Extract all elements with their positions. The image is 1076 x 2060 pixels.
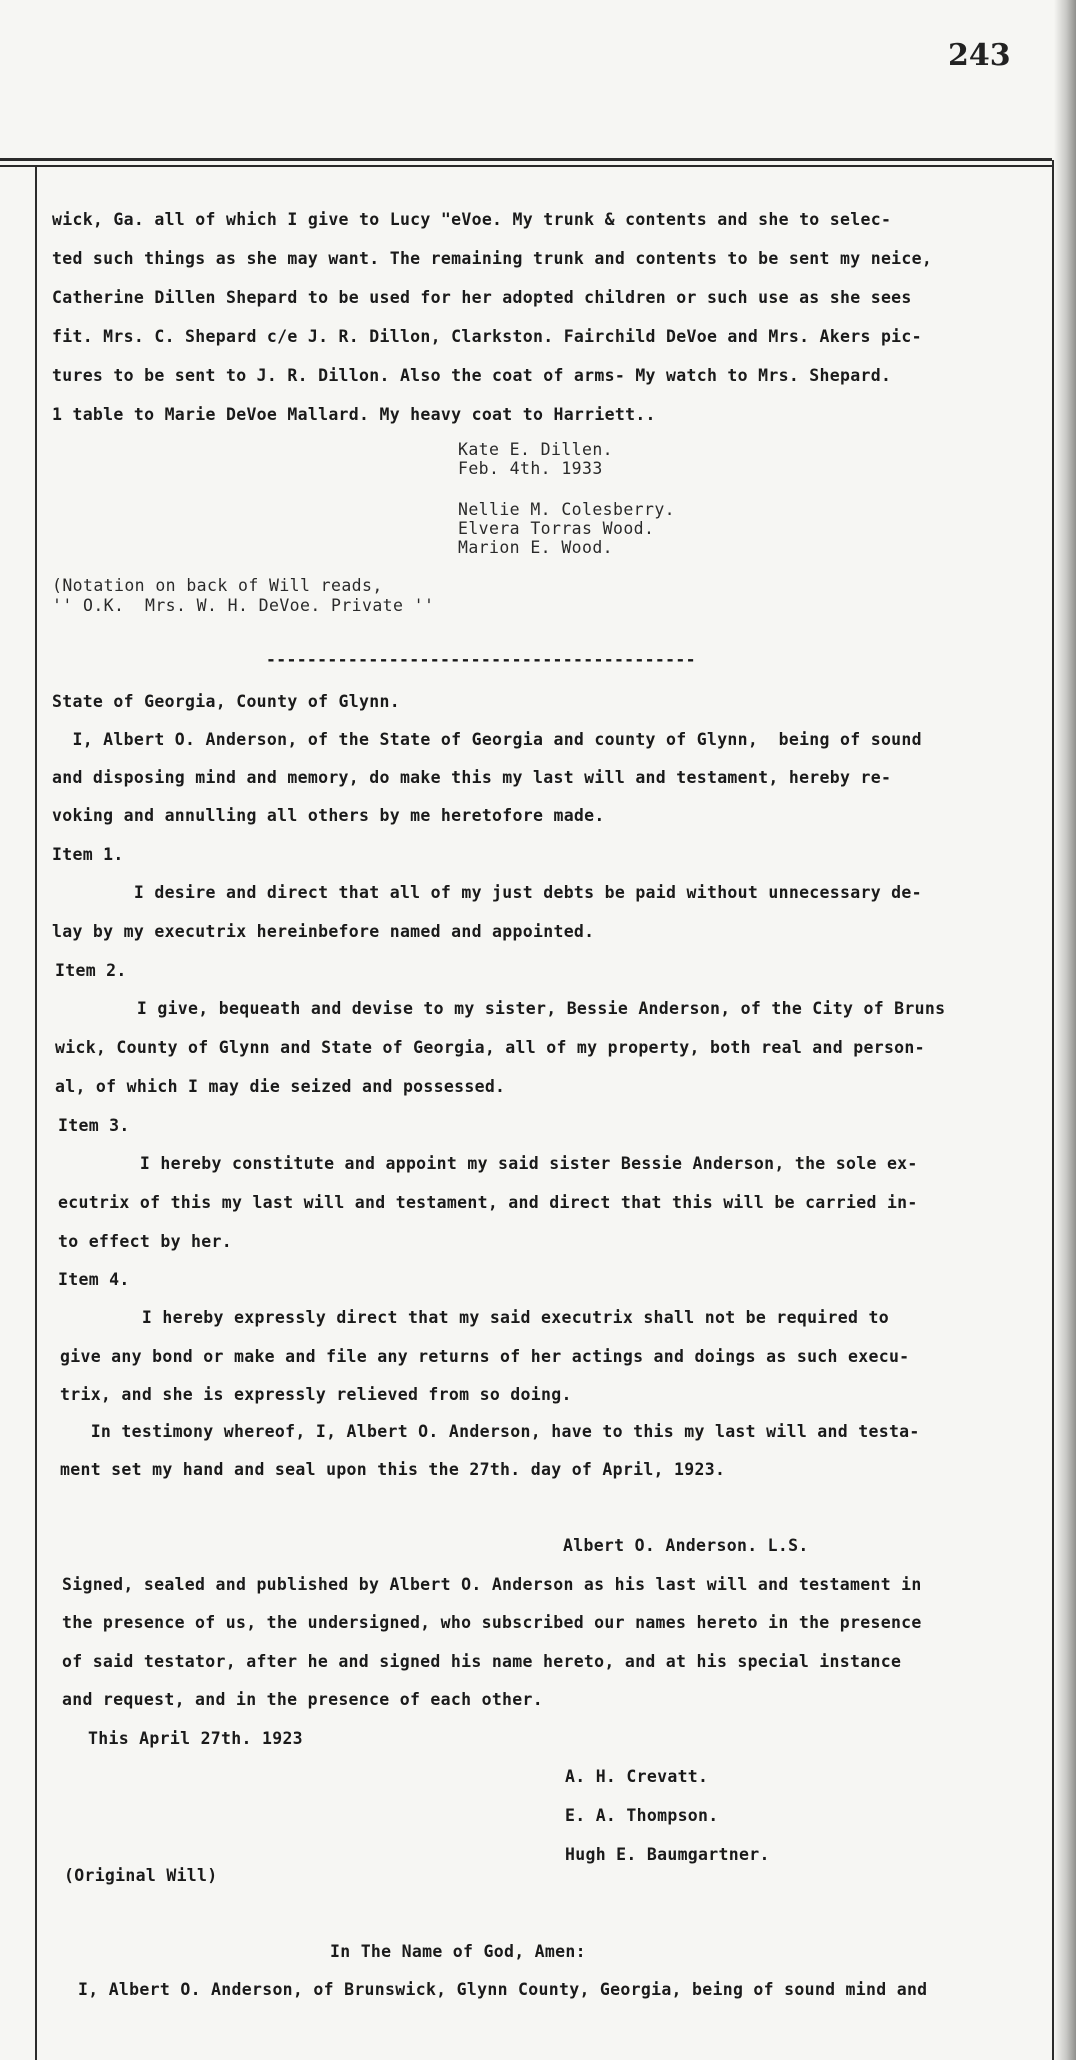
- text-line: I give, bequeath and devise to my sister, Bessie Anderson, of the City of Bruns: [55, 999, 946, 1018]
- text-line: trix, and she is expressly relieved from so doing.: [60, 1385, 572, 1404]
- text-line: ted such things as she may want. The remaining trunk and contents to be sent my neice,: [52, 249, 933, 268]
- text-line: ment set my hand and seal upon this the 27th. day of April, 1923.: [60, 1460, 726, 1479]
- text-line: voking and annulling all others by me heretofore made.: [52, 806, 605, 825]
- text-line: give any bond or make and file any returns of her actings and doings as such execu-: [60, 1347, 910, 1366]
- item-heading: Item 4.: [58, 1270, 130, 1289]
- next-section-heading: In The Name of God, Amen:: [330, 1942, 586, 1961]
- attestation-line: Signed, sealed and published by Albert O. Anderson as his last will and testament in: [62, 1575, 922, 1594]
- testator-signature: Albert O. Anderson. L.S.: [563, 1536, 809, 1555]
- text-line: to effect by her.: [58, 1232, 232, 1251]
- text-line: and disposing mind and memory, do make this my last will and testament, hereby re-: [52, 768, 892, 787]
- text-line: I desire and direct that all of my just debts be paid without unnecessary de-: [52, 883, 922, 902]
- witness-name: E. A. Thompson.: [565, 1806, 719, 1825]
- item-heading: Item 1.: [52, 845, 124, 864]
- signature-line: Elvera Torras Wood.: [458, 519, 655, 538]
- text-line: ecutrix of this my last will and testament, and direct that this will be carried in-: [58, 1193, 918, 1212]
- notation-line: (Notation on back of Will reads,: [52, 576, 383, 595]
- right-margin-line: [1052, 160, 1054, 2060]
- signature-line: Kate E. Dillen.: [458, 440, 614, 459]
- text-line: al, of which I may die seized and possessed.: [55, 1077, 506, 1096]
- notation-line: '' O.K. Mrs. W. H. DeVoe. Private '': [52, 596, 435, 615]
- original-will-label: (Original Will): [64, 1866, 218, 1885]
- attestation-line: the presence of us, the undersigned, who subscribed our names hereto in the presence: [62, 1613, 922, 1632]
- text-line: 1 table to Marie DeVoe Mallard. My heavy coat to Harriett..: [52, 405, 656, 424]
- next-section-first-line: I, Albert O. Anderson, of Brunswick, Glynn County, Georgia, being of sound mind and: [78, 1980, 928, 1999]
- text-line: fit. Mrs. C. Shepard c/e J. R. Dillon, Clarkston. Fairchild DeVoe and Mrs. Akers pic-: [52, 327, 922, 346]
- attestation-line: of said testator, after he and signed his name hereto, and at his special instance: [62, 1652, 902, 1671]
- text-line: In testimony whereof, I, Albert O. Anderson, have to this my last will and testa-: [60, 1422, 920, 1441]
- text-line: wick, County of Glynn and State of Georgia, all of my property, both real and person-: [55, 1038, 925, 1057]
- witness-name: Hugh E. Baumgartner.: [565, 1845, 770, 1864]
- text-line: tures to be sent to J. R. Dillon. Also the coat of arms- My watch to Mrs. Shepard.: [52, 366, 892, 385]
- date-line: This April 27th. 1923: [88, 1729, 303, 1748]
- text-line: I, Albert O. Anderson, of the State of Georgia and county of Glynn, being of sound: [52, 730, 922, 749]
- text-line: I hereby expressly direct that my said executrix shall not be required to: [60, 1308, 889, 1327]
- left-margin-line: [35, 166, 37, 2060]
- text-line: lay by my executrix hereinbefore named and appointed.: [52, 922, 595, 941]
- text-line: Catherine Dillen Shepard to be used for her adopted children or such use as she sees: [52, 288, 912, 307]
- top-rule: [0, 158, 1052, 161]
- item-heading: Item 2.: [55, 961, 127, 980]
- attestation-line: and request, and in the presence of each other.: [62, 1690, 543, 1709]
- page-edge-shadow: [1054, 0, 1076, 2060]
- text-line: I hereby constitute and appoint my said sister Bessie Anderson, the sole ex-: [58, 1154, 918, 1173]
- signature-line: Nellie M. Colesberry.: [458, 500, 676, 519]
- witness-name: A. H. Crevatt.: [565, 1767, 709, 1786]
- text-line: wick, Ga. all of which I give to Lucy "eVoe. My trunk & contents and she to selec-: [52, 210, 892, 229]
- text-line: State of Georgia, County of Glynn.: [52, 692, 400, 711]
- signature-line: Feb. 4th. 1933: [458, 459, 603, 478]
- page-number: 243: [948, 38, 1011, 73]
- item-heading: Item 3.: [58, 1116, 130, 1135]
- section-divider: ------------------------------------------: [266, 650, 696, 669]
- top-rule-thin: [0, 165, 1052, 167]
- signature-line: Marion E. Wood.: [458, 538, 614, 557]
